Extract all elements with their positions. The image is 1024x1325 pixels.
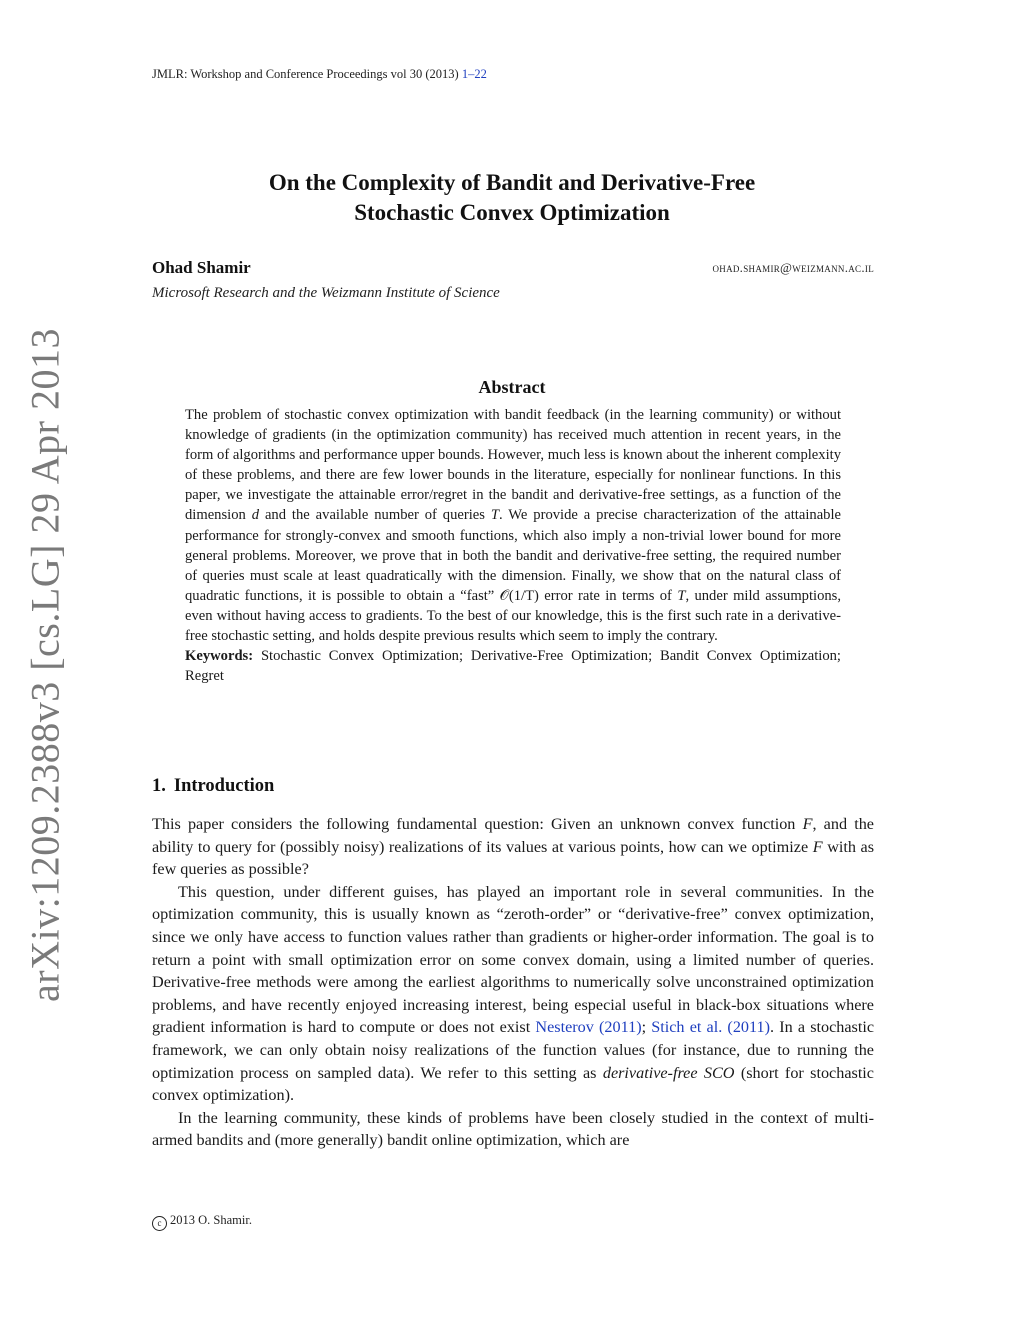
math-expression: 𝒪(1/T) — [499, 587, 539, 604]
abstract-text: , under mild assumptions, even without having access to gradients. To the best of our knowledge, this is the first such rate in a derivative-free stochastic setting, and holds despite previous results which seem to imply the contrary. — [185, 587, 842, 645]
title-line-2: Stochastic Convex Optimization — [354, 200, 670, 225]
copyright-text: 2013 O. Shamir. — [170, 1213, 252, 1227]
abstract-body — [185, 405, 841, 686]
page-range-link[interactable]: 1–22 — [461, 67, 487, 81]
keywords-list: Stochastic Convex Optimization; Derivative-Free Optimization; Bandit Convex Optimization; Regret — [185, 648, 841, 685]
section-heading — [152, 776, 274, 797]
body-text: This question, under different guises, has played an important role in several communities. In the optimization community, this is usually known as “zeroth-order” or “derivative-free” convex optimization, since we only have access to function values rather than gradients or higher-order information. The goal is to return a point with small optimization error on some convex domain, using a limited number of queries. Derivative-free methods were among the earliest algorithms to numerically solve unconstrained optimization problems, and have recently enjoyed increasing interest, being especial useful in black-box situations where gradient information is hard to compute or does not exist — [152, 882, 874, 1037]
body-text: . In a stochastic framework, we can only obtain noisy realizations of the function values (for instance, due to running the optimization process on sampled data). We refer to this setting as — [152, 1018, 875, 1082]
body-text: This paper considers the following fundamental question: Given an unknown convex function — [152, 815, 796, 833]
abstract-paragraph — [185, 405, 841, 646]
body-text: In the learning community, these kinds of problems have been closely studied in the context of multi-armed bandits and (more generally) bandit online optimization, which are — [152, 1108, 874, 1150]
math-var: T — [677, 587, 686, 604]
paragraph-1 — [152, 813, 874, 881]
body-text: with as few queries as possible? — [152, 837, 875, 879]
journal-citation: JMLR: Workshop and Conference Proceedings vol 30 (2013) — [152, 67, 459, 81]
introduction-body — [152, 813, 874, 1152]
paper-title — [150, 168, 874, 228]
copyright-icon: c — [152, 1216, 167, 1231]
copyright-footer — [152, 1213, 252, 1231]
author-email: ohad.shamir@weizmann.ac.il — [712, 260, 874, 275]
math-var: T — [490, 507, 499, 524]
title-line-1: On the Complexity of Bandit and Derivative-Free — [268, 170, 756, 195]
math-var: F — [812, 837, 823, 856]
math-var: d — [251, 507, 260, 524]
paragraph-2: This question, under different guises, has played an important role in several communities. In the optimization community, this is usually known as “zeroth-order” or “derivative-free” convex optimization, since we only have access to function values rather than gradients or higher-order information. The goal is to return a point with small optimization error on some convex domain, using a limited number of queries. Derivative-free methods were among the earliest algorithms to numerically solve unconstrained optimization problems, and have recently enjoyed increasing interest, being especial useful in black-box situations where gradient information is hard to compute or does not exist Nesterov (2011); Stich et al. (2011). In a stochastic framework, we can only obtain noisy realizations of the function values (for instance, due to running the optimization process on sampled data). We refer to this setting as derivative-free SCO (short for stochastic convex optimization). — [152, 882, 875, 1105]
running-header — [152, 67, 487, 82]
body-text: (short for stochastic convex optimization). — [152, 1063, 874, 1105]
body-text: , and the ability to query for (possibly noisy) realizations of its values at various points, how can we optimize — [152, 815, 874, 856]
section-number: 1. — [152, 776, 166, 796]
author-block — [152, 258, 874, 302]
abstract-text: The problem of stochastic convex optimization with bandit feedback (in the learning community) or without knowledge of gradients (in the optimization community) has received much attention in recent years, in the form of algorithms and performance upper bounds. However, much less is known about the inherent complexity of these problems, and there are few lower bounds in the literature, especially for nonlinear functions. In this paper, we investigate the attainable error/regret in the bandit and derivative-free settings, as a function of the dimension — [185, 407, 841, 524]
paragraph-3 — [152, 1107, 874, 1152]
section-title: Introduction — [173, 776, 275, 796]
abstract-text: and the available number of queries — [264, 507, 485, 524]
author-name: Ohad Shamir — [152, 258, 251, 277]
abstract-heading: Abstract — [478, 377, 546, 397]
emphasis-text: derivative-free SCO — [602, 1063, 735, 1082]
math-var: F — [802, 815, 813, 833]
citation-link-stich[interactable]: Stich et al. (2011) — [651, 1018, 770, 1037]
keywords — [185, 646, 841, 686]
author-affiliation: Microsoft Research and the Weizmann Institute of Science — [152, 285, 500, 301]
keywords-label: Keywords: — [185, 648, 254, 665]
abstract-text: . We provide a precise characterization of the attainable performance for strongly-convex and smooth functions, which also imply a non-trivial lower bound for more general problems. Moreover, we prove that in both the bandit and derivative-free setting, the required number of queries must scale at least quadratically with the dimension. Finally, we show that on the natural class of quadratic functions, it is possible to obtain a “fast” — [185, 507, 841, 604]
citation-link-nesterov[interactable]: Nesterov (2011) — [535, 1018, 642, 1037]
abstract-text: error rate in terms of — [544, 587, 672, 604]
arxiv-stamp: arXiv:1209.2388v3 [cs.LG] 29 Apr 2013 — [22, 328, 68, 1002]
